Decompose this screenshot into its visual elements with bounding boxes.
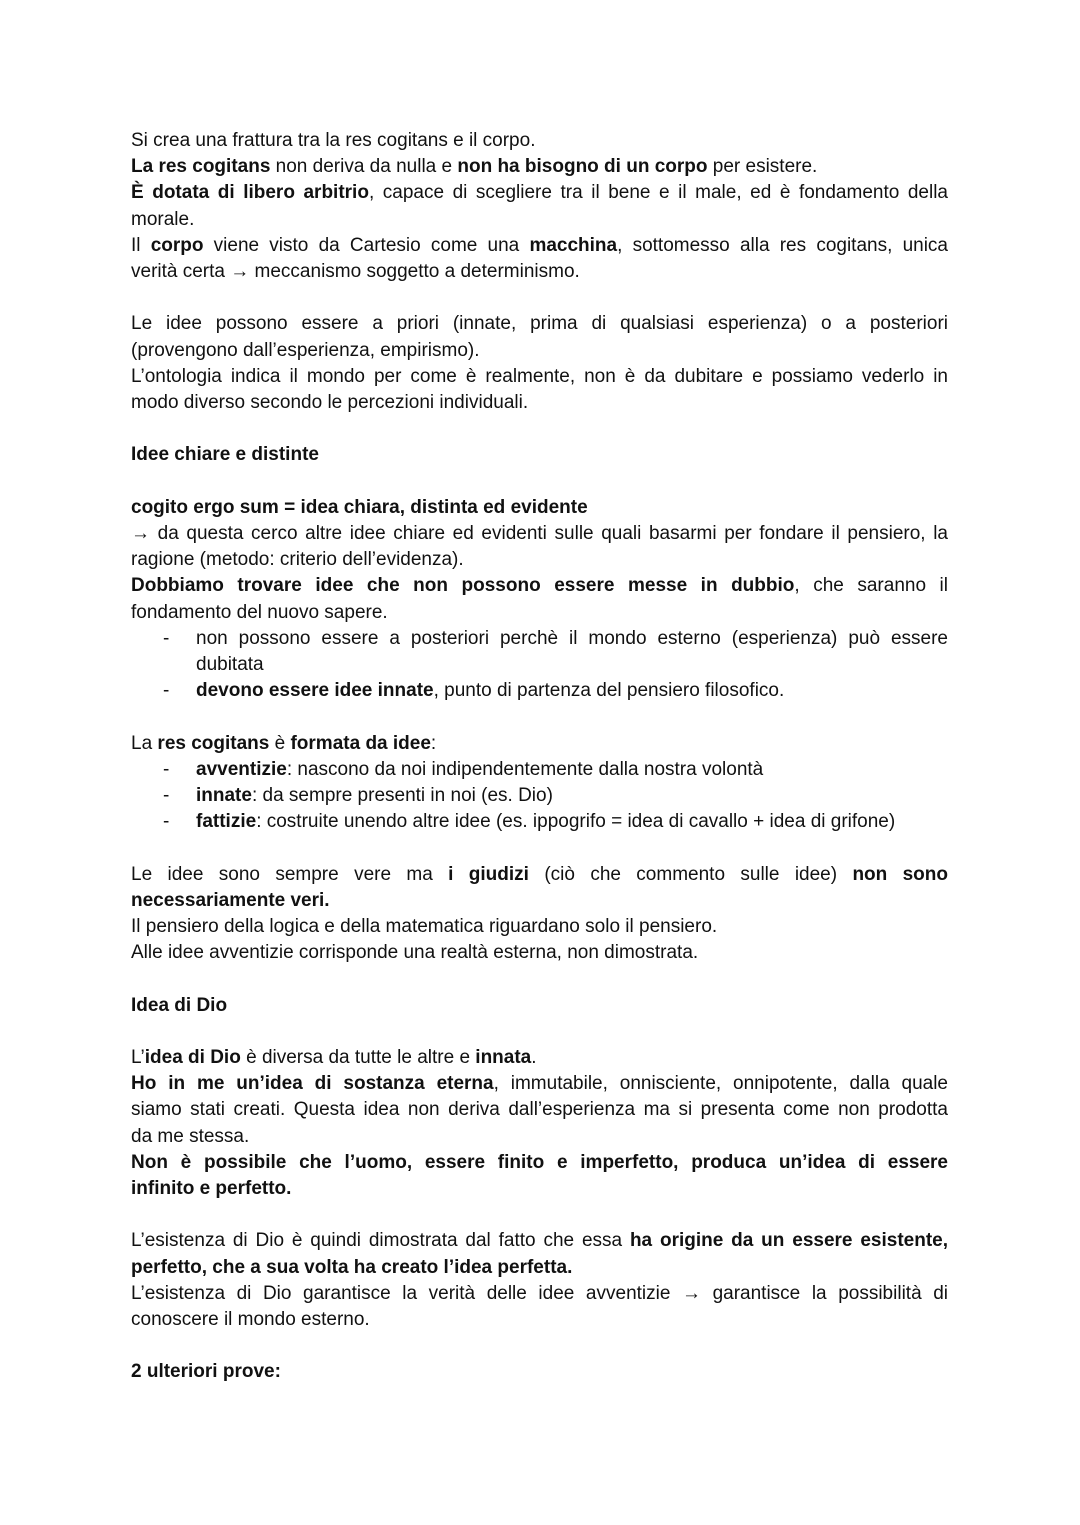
spacer xyxy=(131,966,948,992)
text-span: verità certa → meccanismo soggetto a determinismo. xyxy=(131,261,580,283)
spacer xyxy=(131,1019,948,1045)
text-span: Il pensiero della logica e della matematica riguardano solo il pensiero. xyxy=(131,916,718,938)
text-span: siamo stati creati. Questa idea non deriva dall’esperienza ma si presenta come non prodotta xyxy=(131,1099,948,1121)
text-line xyxy=(131,862,948,888)
text-line xyxy=(131,207,948,233)
text-line xyxy=(131,259,948,285)
bold-text: innata xyxy=(475,1047,532,1068)
text-line: Non è possibile che l’uomo, essere finito e imperfetto, produca un’idea di essere xyxy=(131,1151,948,1173)
text-span: modo diverso secondo le percezioni individuali. xyxy=(131,392,529,414)
text-span: è diversa da tutte le altre e xyxy=(240,1047,476,1068)
spacer xyxy=(131,285,948,311)
bold-text: La res cogitans xyxy=(131,156,271,178)
section-heading-idea-di-dio: Idea di Dio xyxy=(131,994,228,1016)
text-span: , sottomesso alla res cogitans, unica xyxy=(617,234,948,256)
section-heading-idee-chiare: Idee chiare e distinte xyxy=(131,444,319,466)
text-span: , che saranno il xyxy=(794,575,948,597)
text-line xyxy=(131,1045,948,1071)
bold-text: macchina xyxy=(529,234,618,256)
text-span: ragione (metodo: criterio dell’evidenza). xyxy=(131,549,464,571)
text-span: non deriva da nulla e xyxy=(270,156,458,178)
text-span: non possono essere a posteriori perchè il mondo esterno (esperienza) può essere xyxy=(196,627,948,649)
bold-text: Dobbiamo trovare idee che non possono essere messe in dubbio xyxy=(131,575,795,597)
text-line xyxy=(196,678,948,704)
list-item xyxy=(131,757,948,783)
text-line xyxy=(131,1307,948,1333)
text-line xyxy=(131,1228,948,1254)
text-span: (provengono dall’esperienza, empirismo). xyxy=(131,339,480,361)
bold-text: idea di Dio xyxy=(144,1047,241,1068)
text-span: , immutabile, onnisciente, onnipotente, dalla quale xyxy=(493,1073,948,1095)
text-span: L’ontologia indica il mondo per come è realmente, non è da dubitare e possiamo vederlo in xyxy=(131,365,948,387)
text-span: fondamento del nuovo sapere. xyxy=(131,601,388,623)
text-line xyxy=(131,940,948,966)
bold-text: È dotata di libero arbitrio xyxy=(131,182,369,204)
text-line xyxy=(131,521,948,547)
text-span: , capace di scegliere tra il bene e il male, ed è fondamento della xyxy=(368,182,948,204)
text-span: Il xyxy=(131,234,151,256)
text-line xyxy=(131,311,948,337)
list-item xyxy=(131,626,948,678)
text-line xyxy=(131,547,948,573)
text-span: : nascono da noi indipendentemente dalla nostra volontà xyxy=(286,758,764,780)
text-span: viene visto da Cartesio come una xyxy=(203,234,530,256)
bold-text: ha origine da un essere esistente, xyxy=(629,1230,948,1252)
text-span: (ciò che commento sulle idee) xyxy=(528,863,853,885)
text-line xyxy=(131,573,948,599)
text-line xyxy=(131,600,948,626)
text-line xyxy=(131,1281,948,1307)
bold-text: res cogitans xyxy=(157,732,270,754)
text-line: necessariamente veri. xyxy=(131,889,330,911)
paragraph-esistenza-dio xyxy=(131,1228,948,1333)
bold-text: non sono xyxy=(852,863,949,885)
bold-text: fattizie xyxy=(196,811,257,833)
paragraph-giudizi xyxy=(131,862,948,967)
text-line xyxy=(131,1071,948,1097)
spacer xyxy=(131,704,948,730)
text-span: : costruite unendo altre idee (es. ippogrifo = idea di cavallo + idea di grifone) xyxy=(256,811,896,833)
dash-bullet: - xyxy=(163,758,170,780)
paragraph-idea-dio xyxy=(131,1045,948,1202)
text-span: Alle idee avventizie corrisponde una realtà esterna, non dimostrata. xyxy=(131,942,699,964)
bold-text: non ha bisogno di un corpo xyxy=(457,156,708,178)
text-span: Si crea una frattura tra la res cogitans e il corpo. xyxy=(131,130,536,151)
text-span: : xyxy=(430,732,437,754)
text-line xyxy=(131,180,948,206)
document-page xyxy=(131,128,948,1386)
list-item xyxy=(131,678,948,704)
spacer xyxy=(131,469,948,495)
text-span: L’esistenza di Dio garantisce la verità delle idee avventizie → garantisce la possibilità di xyxy=(131,1282,948,1304)
text-span: La xyxy=(131,732,158,754)
section-heading-ulteriori-prove: 2 ulteriori prove: xyxy=(131,1361,281,1383)
text-line xyxy=(131,154,948,180)
bold-text: innate xyxy=(196,785,252,807)
text-line xyxy=(131,731,948,757)
spacer xyxy=(131,1333,948,1359)
dash-bullet: - xyxy=(163,811,170,833)
bullet-list xyxy=(131,757,948,836)
spacer xyxy=(131,416,948,442)
text-line xyxy=(131,338,948,364)
text-span: è xyxy=(269,732,291,754)
paragraph-res-cogitans xyxy=(131,128,948,285)
text-span: , punto di partenza del pensiero filosofico. xyxy=(433,680,785,702)
text-line xyxy=(131,914,948,940)
text-span: da me stessa. xyxy=(131,1125,250,1147)
text-line xyxy=(131,128,948,154)
text-line: infinito e perfetto. xyxy=(131,1178,292,1200)
dash-bullet: - xyxy=(163,785,170,807)
text-line xyxy=(131,1124,948,1150)
bullet-list xyxy=(131,626,948,705)
dash-bullet: - xyxy=(163,627,170,649)
text-span: . xyxy=(531,1047,537,1068)
text-span: L’ xyxy=(131,1047,145,1068)
text-line: cogito ergo sum = idea chiara, distinta ed evidente xyxy=(131,496,588,518)
text-line xyxy=(196,652,948,678)
text-line xyxy=(131,1097,948,1123)
text-line xyxy=(131,390,948,416)
text-span: → da questa cerco altre idee chiare ed evidenti sulle quali basarmi per fondare il pensiero, la xyxy=(131,523,948,544)
bold-text: formata da idee xyxy=(290,732,431,754)
text-span: Le idee possono essere a priori (innate, prima di qualsiasi esperienza) o a posteriori xyxy=(131,313,948,335)
text-line xyxy=(131,233,948,259)
bold-text: avventizie xyxy=(196,758,287,780)
text-span: per esistere. xyxy=(707,156,818,178)
text-span: Le idee sono sempre vere ma xyxy=(131,863,449,885)
text-line xyxy=(196,626,948,652)
text-line xyxy=(131,364,948,390)
paragraph-cogito xyxy=(131,495,948,705)
text-span: dubitata xyxy=(196,654,264,676)
text-line: perfetto, che a sua volta ha creato l’idea perfetta. xyxy=(131,1256,573,1278)
list-item xyxy=(131,809,948,835)
bold-text: Ho in me un’idea di sostanza eterna xyxy=(131,1073,494,1095)
bold-text: corpo xyxy=(150,234,204,256)
bold-text: i giudizi xyxy=(448,863,529,885)
bold-text: devono essere idee innate xyxy=(196,680,434,702)
dash-bullet: - xyxy=(163,680,170,702)
text-span: morale. xyxy=(131,208,195,230)
paragraph-tipi-idee xyxy=(131,731,948,836)
text-span: conoscere il mondo esterno. xyxy=(131,1309,370,1331)
spacer xyxy=(131,1202,948,1228)
list-item xyxy=(131,783,948,809)
text-span: L’esistenza di Dio è quindi dimostrata dal fatto che essa xyxy=(131,1230,630,1252)
paragraph-idee-ontologia xyxy=(131,311,948,416)
text-span: : da sempre presenti in noi (es. Dio) xyxy=(251,785,553,807)
spacer xyxy=(131,835,948,861)
